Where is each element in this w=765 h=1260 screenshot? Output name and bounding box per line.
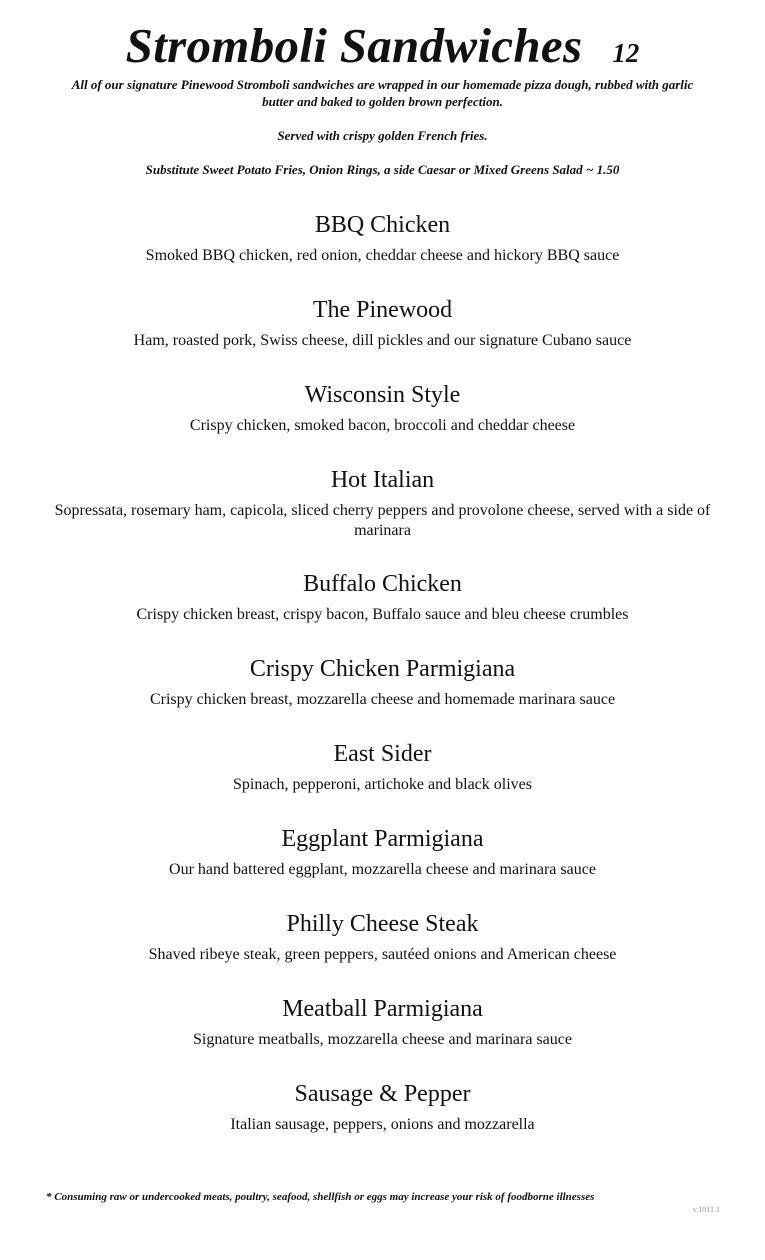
menu-item-description: Sopressata, rosemary ham, capicola, sliced cherry peppers and provolone cheese, served with a side of marinara (54, 502, 711, 539)
menu-item-description: Italian sausage, peppers, onions and mozzarella (230, 1116, 535, 1133)
intro-substitute: Substitute Sweet Potato Fries, Onion Rings, a side Caesar or Mixed Greens Salad ~ 1.50 (145, 162, 620, 177)
menu-item (0, 652, 765, 737)
section-price: 12 (612, 38, 640, 68)
menu-item-name: BBQ Chicken (314, 212, 451, 238)
menu-item-description: Smoked BBQ chicken, red onion, cheddar cheese and hickory BBQ sauce (145, 247, 620, 264)
intro-served-with: Served with crispy golden French fries. (277, 128, 488, 143)
menu-header (0, 18, 765, 178)
menu-item (0, 567, 765, 652)
menu-item-description: Ham, roasted pork, Swiss cheese, dill pickles and our signature Cubano sauce (133, 332, 632, 349)
menu-item-name: Wisconsin Style (304, 382, 461, 408)
menu-item-name: East Sider (333, 741, 432, 767)
menu-item-name: Philly Cheese Steak (286, 911, 479, 937)
menu-item (0, 378, 765, 463)
menu-item-name: The Pinewood (312, 297, 453, 323)
foodborne-illness-disclaimer: * Consuming raw or undercooked meats, poultry, seafood, shellfish or eggs may increase your risk of foodborne illnesses (46, 1191, 595, 1203)
menu-item (0, 822, 765, 907)
page-title: Stromboli Sandwiches (125, 18, 583, 73)
menu-item-name: Crispy Chicken Parmigiana (249, 656, 516, 682)
menu-item-name: Eggplant Parmigiana (281, 826, 484, 852)
menu-item-description: Spinach, pepperoni, artichoke and black olives (232, 776, 532, 793)
menu-item-name: Buffalo Chicken (303, 571, 462, 597)
menu-item (0, 463, 765, 567)
menu-item (0, 907, 765, 992)
menu-item-name: Sausage & Pepper (294, 1081, 471, 1107)
menu-items-list (0, 208, 765, 1162)
menu-item-description: Crispy chicken, smoked bacon, broccoli and cheddar cheese (189, 417, 576, 434)
version-label: v.1011.1 (692, 1205, 720, 1214)
menu-item-description: Shaved ribeye steak, green peppers, sautéed onions and American cheese (148, 946, 617, 963)
menu-item-description: Signature meatballs, mozzarella cheese and marinara sauce (193, 1031, 572, 1048)
menu-item (0, 992, 765, 1077)
menu-item-description: Crispy chicken breast, crispy bacon, Buffalo sauce and bleu cheese crumbles (136, 606, 629, 623)
menu-item-name: Meatball Parmigiana (282, 996, 483, 1022)
menu-item (0, 1077, 765, 1162)
title-line (0, 18, 765, 76)
menu-item-description: Crispy chicken breast, mozzarella cheese and homemade marinara sauce (149, 691, 616, 708)
menu-item (0, 293, 765, 378)
intro-description: All of our signature Pinewood Stromboli sandwiches are wrapped in our homemade pizza dough, rubbed with garlic butter and baked to golden brown perfection. (71, 77, 694, 109)
menu-item (0, 737, 765, 822)
menu-item (0, 208, 765, 293)
menu-item-name: Hot Italian (330, 467, 435, 493)
menu-item-description: Our hand battered eggplant, mozzarella cheese and marinara sauce (169, 861, 596, 878)
